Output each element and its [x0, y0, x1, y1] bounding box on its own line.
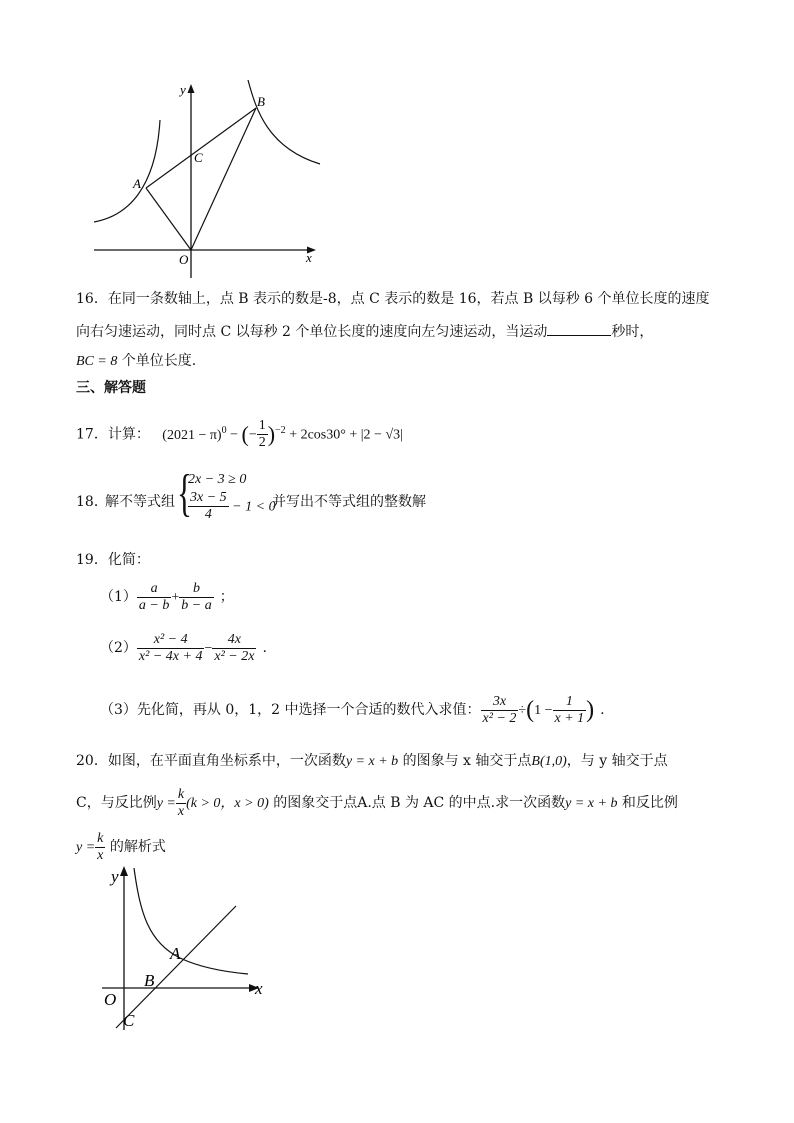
segment-bo: [191, 108, 256, 250]
question-19-number: 19．: [76, 552, 108, 568]
question-18-suffix: 并写出不等式组的整数解: [272, 494, 426, 510]
question-16-math: BC = 8: [76, 354, 118, 369]
q20-text-3: 的解析式: [105, 839, 166, 855]
part-3-text: 先化简，再从 0，1，2 中选择一个合适的数代入求值：: [136, 702, 481, 718]
question-17-number: 17．: [76, 426, 108, 443]
question-16-text-1: 在同一条数轴上，点 B 表示的数是-8，点 C 表示的数是 16，若点 B 以每秒 6 个单位长度的速度: [107, 291, 710, 307]
q20-text-2c: 和反比例: [617, 795, 678, 811]
q17-minus: −: [226, 427, 242, 443]
question-16-text-3: 个单位长度.: [117, 353, 197, 369]
label-a: A: [133, 176, 141, 191]
p3-end: .: [600, 702, 605, 718]
label-a: A: [170, 944, 181, 963]
q20-y-eq-2: y =: [76, 840, 96, 855]
p1-fraction-2: $\frac{b}{b - a}$: [181, 580, 212, 613]
y-axis-arrow: [188, 84, 195, 93]
question-18-prefix: 解不等式组: [105, 494, 175, 510]
figure-q15: [88, 78, 328, 283]
p3-one-minus: 1 −: [534, 703, 553, 718]
label-c: C: [123, 1011, 135, 1030]
question-17: 17．计算： $(2021 - \pi)^0$ − (− $\frac{1}{2}$ )$^{-2}$ + 2cos30° + |2 − √3|: [76, 418, 403, 451]
segment-ab: [146, 108, 256, 188]
q20-text-1b: 的图象与 x 轴交于点: [398, 753, 532, 769]
p3-fraction-2: $\frac{1}{x + 1}$: [554, 693, 585, 726]
question-16-number: 16．: [76, 291, 108, 307]
section-heading: 三、解答题: [76, 380, 146, 396]
q17-fraction: $\frac{1}{2}$: [258, 418, 266, 451]
p3-op: ÷: [518, 703, 527, 718]
q17-exp-0: 0: [221, 425, 227, 436]
q17-term-c: + 2cos30° + |2 − √3|: [285, 427, 403, 443]
label-y: y: [180, 82, 186, 97]
question-19-title: [76, 550, 150, 570]
question-19-title-text: 化简：: [107, 552, 150, 568]
q20-text-1c: ，与 y 轴交于点: [566, 753, 668, 769]
question-16-line1: [76, 289, 710, 309]
question-20-line1: [76, 751, 668, 772]
q20-text-2a: C，与反比例: [76, 795, 157, 811]
q17-term-a: (2021 − π): [162, 427, 222, 443]
q17-exp-m2: −2: [275, 425, 286, 436]
p2-end: .: [262, 640, 267, 656]
p3-fraction-1: $\frac{3x}{\text{x² − 2}}$: [482, 693, 517, 726]
hyperbola: [134, 868, 248, 974]
question-20-line2: [76, 784, 678, 822]
label-b: B: [257, 94, 265, 109]
question-16-text-2b: 秒时，: [611, 324, 654, 340]
question-16-text-2a: 向右匀速运动，同时点 C 以每秒 2 个单位长度的速度向左匀速运动，当运动: [76, 324, 548, 340]
question-16-line2: [76, 321, 653, 342]
p1-fraction-1: $\frac{a}{a - b}$: [138, 580, 170, 613]
label-o: O: [179, 252, 189, 267]
left-curve: [94, 120, 160, 222]
question-16-line3: [76, 351, 196, 372]
q18-inequality-2: $\frac{3x - 5}{4}$ − 1 < 0: [190, 490, 276, 522]
part-1-label: （1）: [100, 589, 137, 605]
right-curve: [248, 80, 320, 164]
part-2-label: （2）: [100, 640, 137, 656]
q20-text-1a: 如图，在平面直角坐标系中，一次函数: [107, 753, 346, 769]
question-20-line3: [76, 828, 166, 866]
p1-end: ；: [219, 589, 234, 605]
question-19-part1: [100, 577, 234, 617]
y-axis-arrow: [120, 866, 128, 876]
q20-math-2: B(1,0): [531, 754, 567, 769]
question-17-prefix: 计算：: [107, 426, 150, 443]
part-3-label: （3）: [100, 702, 137, 718]
line-y-x-b: [116, 906, 236, 1028]
question-19-part3: （3）先化简，再从 0，1，2 中选择一个合适的数代入求值： $\frac{3x}{\text{x² − 2}}$ ÷(1 − $\frac{1}{x + 1}$ ) .: [100, 693, 605, 726]
label-o: O: [104, 990, 117, 1009]
figure-q20: [96, 862, 286, 1034]
q20-y-eq: y =: [156, 796, 176, 811]
label-y: y: [111, 867, 119, 886]
p2-op: −: [204, 641, 213, 656]
label-x: x: [255, 979, 263, 998]
q20-condition: (k > 0，x > 0): [186, 796, 269, 811]
q20-math-3: y = x + b: [565, 796, 618, 811]
p1-op: +: [171, 590, 180, 605]
answer-blank[interactable]: [547, 321, 611, 336]
question-20-number: 20．: [76, 753, 108, 769]
p2-fraction-2: $\frac{4x}{\text{x² − 2x}}$: [214, 631, 255, 664]
q18-inequality-1: 2x − 3 ≥ 0: [188, 472, 247, 487]
segment-ao: [146, 188, 191, 250]
question-19-part2: [100, 628, 267, 668]
label-b: B: [144, 971, 155, 990]
p2-fraction-1: $\frac{\text{x² − 4}}{\text{x² − 4x + 4}}$: [138, 631, 203, 664]
q20-k-over-x-2: $\frac{k}{x}$: [97, 830, 104, 863]
question-18-number: 18．: [76, 494, 108, 510]
label-c: C: [194, 150, 203, 165]
q20-math-1: y = x + b: [345, 754, 399, 769]
label-x: x: [306, 250, 312, 265]
q20-k-over-x: $\frac{k}{x}$: [177, 786, 185, 819]
q20-text-2b: 的图象交于点A.点 B 为 AC 的中点.求一次函数: [268, 795, 566, 811]
